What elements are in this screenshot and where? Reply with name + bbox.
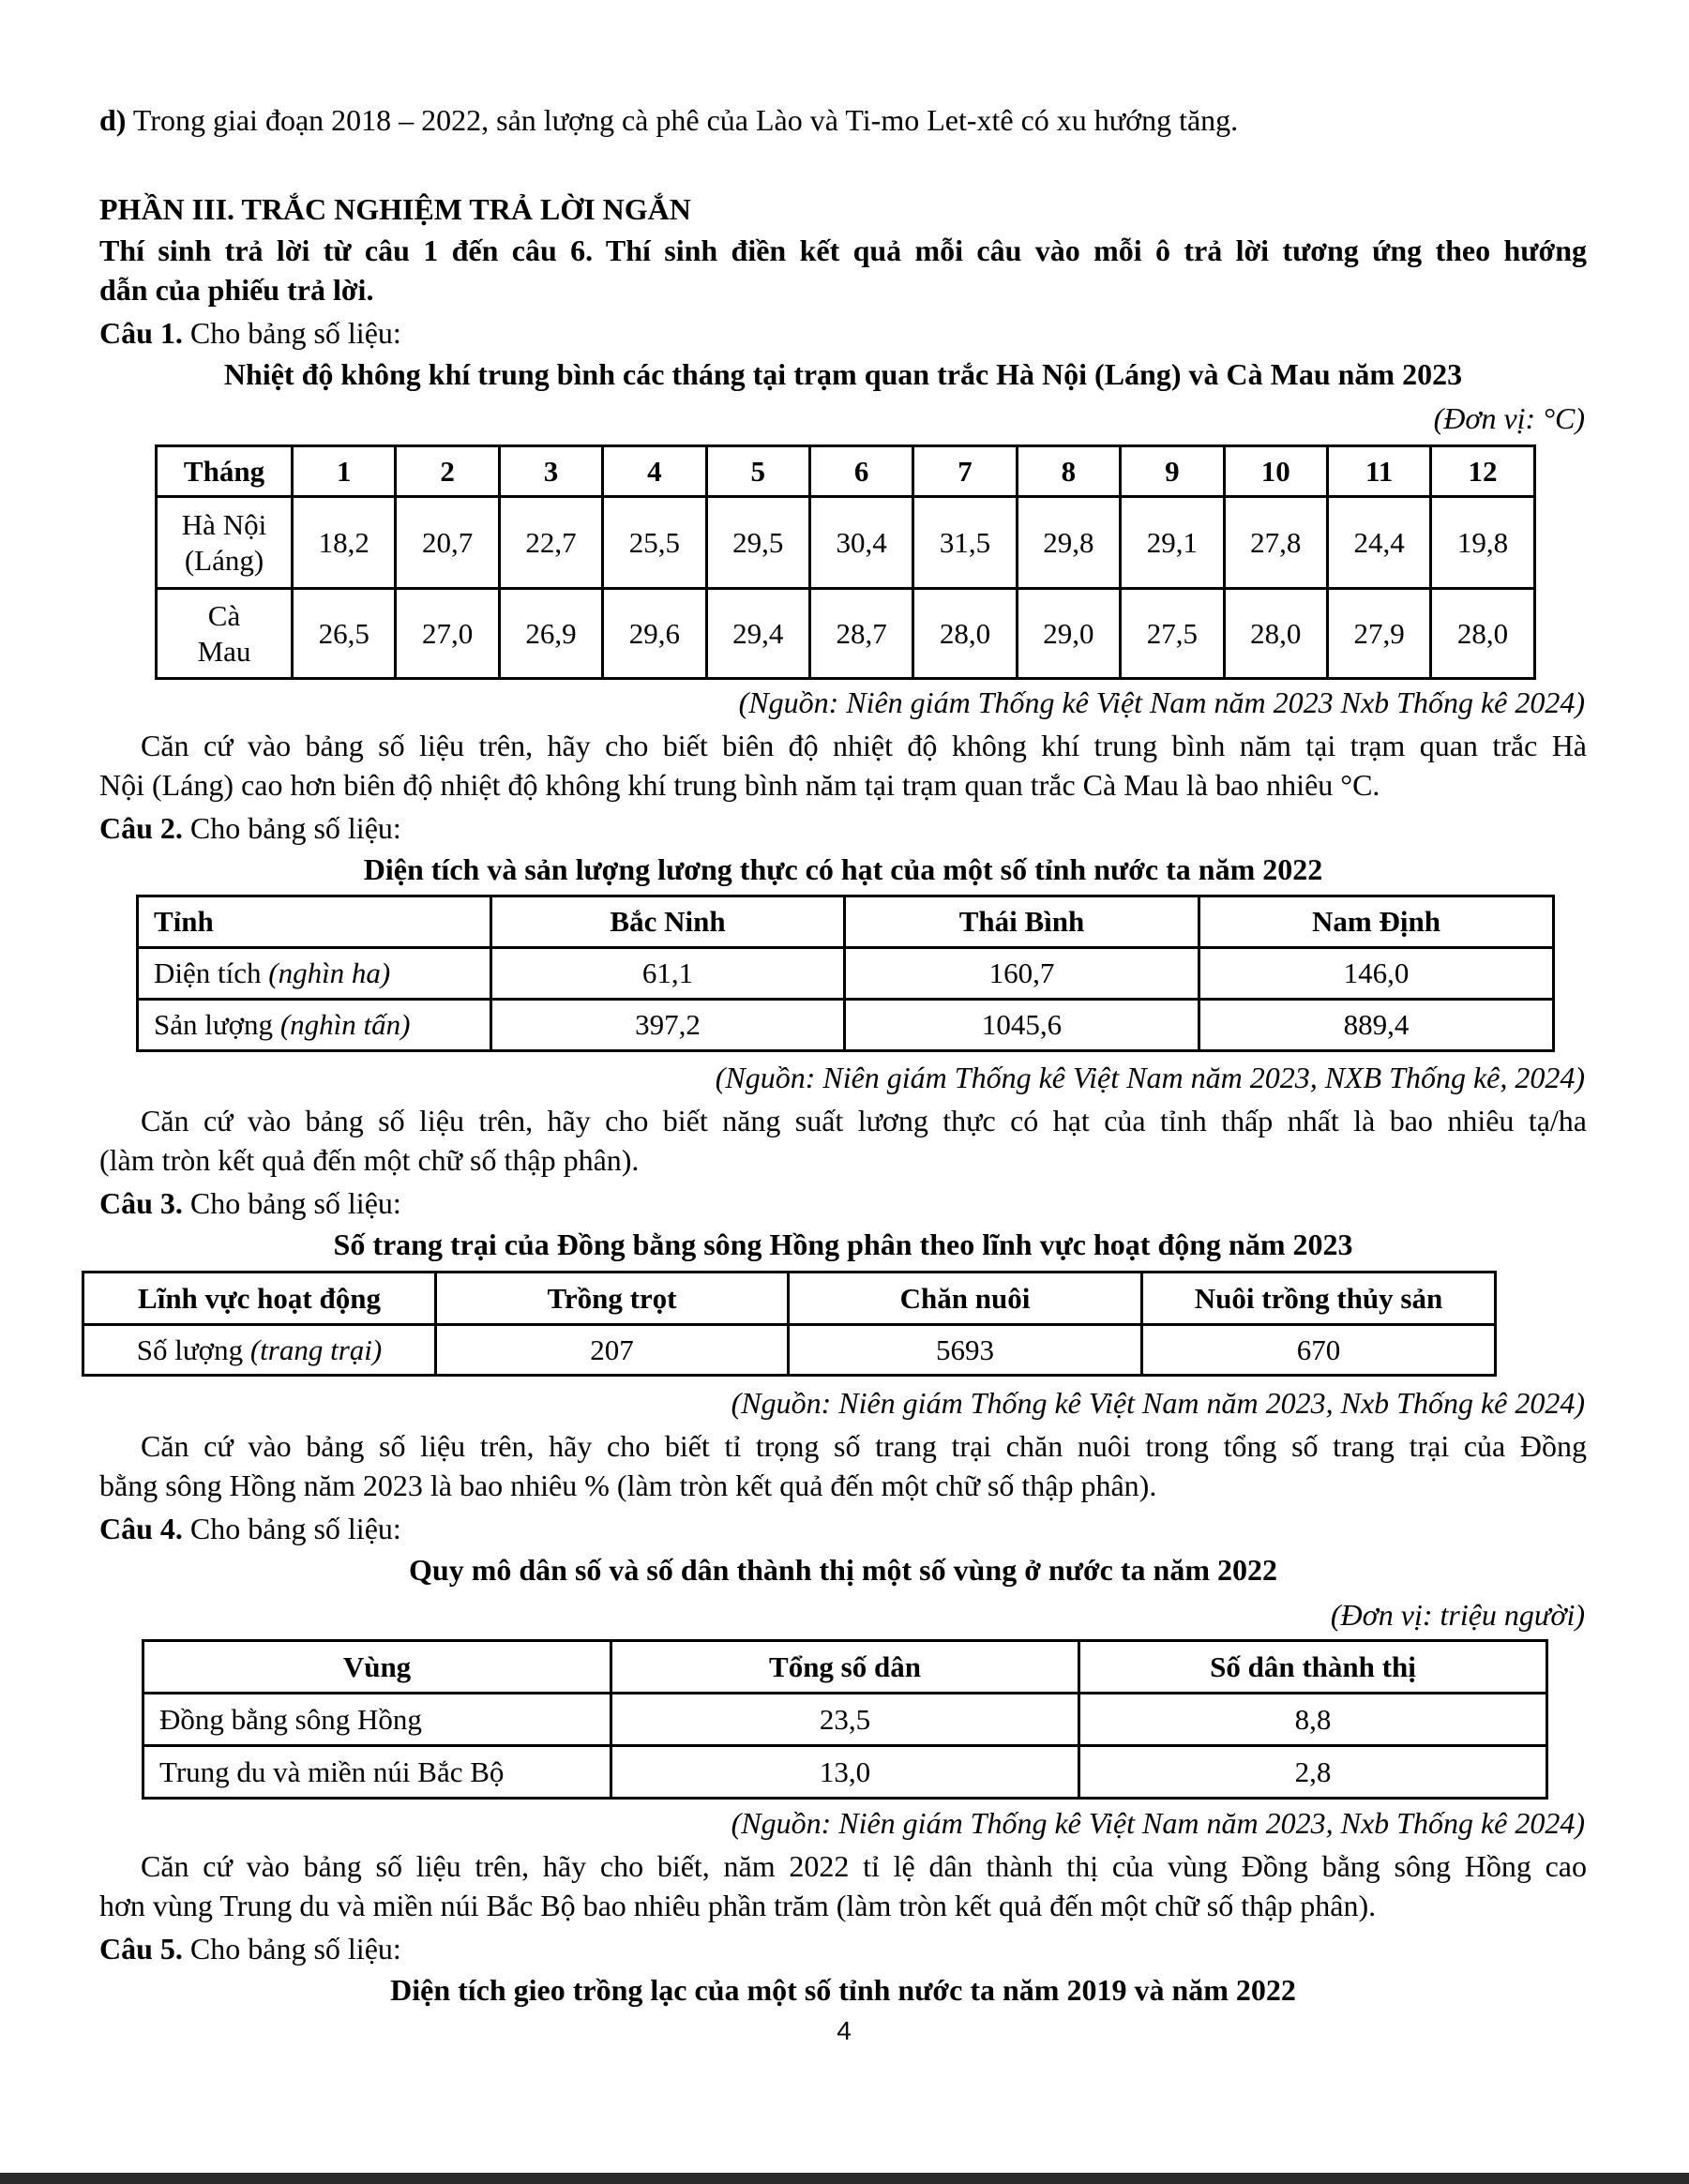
table-cell: 889,4 — [1199, 1000, 1554, 1051]
header-cell: 3 — [499, 446, 602, 497]
table-cell: 28,0 — [1224, 589, 1327, 679]
q2-question-line-1: Căn cứ vào bảng số liệu trên, hãy cho biết năng suất lương thực có hạt của tỉnh thấp nhất là bao nhiêu tạ/ha — [141, 1104, 1587, 1137]
header-cell: Bắc Ninh — [491, 896, 845, 948]
row-unit: (nghìn tấn) — [279, 1008, 411, 1041]
table-cell: 146,0 — [1199, 948, 1554, 1000]
q4-question-line-2: hơn vùng Trung du và miền núi Bắc Bộ bao nhiêu phần trăm (làm tròn kết quả đến một chữ số thập phân). — [99, 1889, 1377, 1922]
q1-unit: (Đơn vị: °C) — [1433, 401, 1585, 435]
table-header-row — [138, 896, 1554, 948]
q3-heading — [99, 1184, 401, 1222]
q2-question-line-2: (làm tròn kết quả đến một chữ số thập phân). — [99, 1143, 640, 1177]
table-cell: 5693 — [789, 1325, 1142, 1376]
q4-question-line-1: Căn cứ vào bảng số liệu trên, hãy cho biết, năm 2022 tỉ lệ dân thành thị của vùng Đồng bằng sông Hồng cao — [141, 1849, 1587, 1883]
section-instruction-line-2: dẫn của phiếu trả lời. — [99, 273, 374, 307]
header-cell: 6 — [809, 446, 912, 497]
q1-table-title: Nhiệt độ không khí trung bình các tháng tại trạm quan trắc Hà Nội (Láng) và Cà Mau năm 2023 — [223, 357, 1463, 391]
q4-prompt: Cho bảng số liệu: — [182, 1512, 401, 1545]
row-unit: (trang trại) — [249, 1333, 383, 1366]
q2-grain-table — [136, 895, 1555, 1052]
section-instruction-line-1: Thí sinh trả lời từ câu 1 đến câu 6. Thí sinh điền kết quả mỗi câu vào mỗi ô trả lời tương ứng theo hướng — [99, 233, 1587, 267]
header-cell: Số dân thành thị — [1079, 1641, 1547, 1694]
table-cell: 19,8 — [1431, 497, 1534, 589]
table-cell: 397,2 — [491, 1000, 845, 1051]
header-cell: 12 — [1431, 446, 1534, 497]
q3-source: (Nguồn: Niên giám Thống kê Việt Nam năm 2023, Nxb Thống kê 2024) — [731, 1386, 1585, 1420]
q1-temperature-table — [155, 444, 1536, 680]
table-cell: 8,8 — [1079, 1694, 1547, 1746]
table-cell: 28,7 — [809, 589, 912, 679]
header-cell: Thái Bình — [845, 896, 1199, 948]
table-cell: 27,9 — [1327, 589, 1430, 679]
table-cell: 13,0 — [611, 1746, 1079, 1799]
table-cell: 61,1 — [491, 948, 845, 1000]
q4-unit: (Đơn vị: triệu người) — [1330, 1598, 1585, 1632]
table-cell: 29,8 — [1017, 497, 1120, 589]
header-cell: Tháng — [157, 446, 293, 497]
table-row — [157, 497, 1535, 589]
table-cell: 26,9 — [499, 589, 602, 679]
table-cell: 24,4 — [1327, 497, 1430, 589]
header-cell: Tổng số dân — [611, 1641, 1079, 1694]
table-cell: 29,1 — [1121, 497, 1224, 589]
row-name-cell — [138, 948, 491, 1000]
q2-label: Câu 2. — [99, 811, 183, 845]
row-name-cell: Đồng bằng sông Hồng — [143, 1694, 611, 1746]
header-cell: 7 — [913, 446, 1017, 497]
q3-label: Câu 3. — [99, 1186, 183, 1220]
header-cell: 10 — [1224, 446, 1327, 497]
q1-heading — [99, 314, 401, 352]
header-cell: 11 — [1327, 446, 1430, 497]
header-cell: 2 — [396, 446, 499, 497]
q5-heading — [99, 1930, 401, 1967]
table-row — [143, 1694, 1547, 1746]
table-cell: 28,0 — [1431, 589, 1534, 679]
q4-population-table — [142, 1639, 1548, 1800]
statement-text: Trong giai đoạn 2018 – 2022, sản lượng cà phê của Lào và Ti-mo Let-xtê có xu hướng tăng. — [126, 103, 1239, 137]
table-header-row — [157, 446, 1535, 497]
table-row — [157, 589, 1535, 679]
table-row — [138, 1000, 1554, 1051]
row-name-cell — [157, 589, 293, 679]
table-cell: 26,5 — [293, 589, 396, 679]
q1-prompt: Cho bảng số liệu: — [182, 316, 401, 350]
q1-question-line-2: Nội (Láng) cao hơn biên độ nhiệt độ không khí trung bình năm tại trạm quan trắc Cà Mau là bao nhiêu °C. — [99, 768, 1380, 802]
header-cell: 1 — [293, 446, 396, 497]
row-name-cell — [138, 1000, 491, 1051]
page-number: 4 — [837, 2016, 852, 2045]
header-cell: Vùng — [143, 1641, 611, 1694]
q4-source: (Nguồn: Niên giám Thống kê Việt Nam năm 2023, Nxb Thống kê 2024) — [731, 1806, 1585, 1840]
table-cell: 30,4 — [809, 497, 912, 589]
page-bottom-edge — [0, 2173, 1689, 2184]
table-cell: 207 — [436, 1325, 789, 1376]
q5-label: Câu 5. — [99, 1932, 183, 1966]
table-cell: 2,8 — [1079, 1746, 1547, 1799]
q3-farm-table — [82, 1271, 1497, 1377]
row-name-line: Cà — [207, 598, 241, 632]
q3-table-title: Số trang trại của Đồng bằng sông Hồng phân theo lĩnh vực hoạt động năm 2023 — [333, 1228, 1353, 1261]
header-cell: Nam Định — [1199, 896, 1554, 948]
table-cell: 28,0 — [913, 589, 1017, 679]
q1-question-line-1: Căn cứ vào bảng số liệu trên, hãy cho biết biên độ nhiệt độ không khí trung bình năm tại trạm quan trắc Hà — [141, 729, 1587, 762]
table-header-row — [143, 1641, 1547, 1694]
q1-label: Câu 1. — [99, 316, 183, 350]
header-cell: Lĩnh vực hoạt động — [83, 1273, 436, 1325]
header-cell: Trồng trọt — [436, 1273, 789, 1325]
q3-prompt: Cho bảng số liệu: — [182, 1186, 401, 1220]
row-name: Sản lượng — [154, 1008, 280, 1041]
q2-table-title: Diện tích và sản lượng lương thực có hạt của một số tỉnh nước ta năm 2022 — [363, 852, 1323, 886]
table-row — [138, 948, 1554, 1000]
q2-prompt: Cho bảng số liệu: — [182, 811, 401, 845]
row-name-cell — [83, 1325, 436, 1376]
table-cell: 31,5 — [913, 497, 1017, 589]
header-cell: 5 — [706, 446, 809, 497]
statement-label: d) — [99, 103, 127, 137]
q5-table-title: Diện tích gieo trồng lạc của một số tỉnh nước ta năm 2019 và năm 2022 — [390, 1973, 1296, 2007]
table-cell: 29,4 — [706, 589, 809, 679]
header-cell: 9 — [1121, 446, 1224, 497]
table-row — [83, 1325, 1496, 1376]
table-cell: 27,8 — [1224, 497, 1327, 589]
row-name: Số lượng — [136, 1333, 250, 1366]
q4-table-title: Quy mô dân số và số dân thành thị một số vùng ở nước ta năm 2022 — [409, 1553, 1277, 1587]
row-name-line: Hà Nội — [181, 507, 267, 541]
table-cell: 670 — [1142, 1325, 1496, 1376]
table-cell: 23,5 — [611, 1694, 1079, 1746]
statement-d — [99, 101, 1238, 139]
table-cell: 29,5 — [706, 497, 809, 589]
table-cell: 29,6 — [603, 589, 706, 679]
table-header-row — [83, 1273, 1496, 1325]
header-cell: Chăn nuôi — [789, 1273, 1142, 1325]
q1-source: (Nguồn: Niên giám Thống kê Việt Nam năm 2023 Nxb Thống kê 2024) — [738, 685, 1585, 719]
table-cell: 25,5 — [603, 497, 706, 589]
table-cell: 27,0 — [396, 589, 499, 679]
table-cell: 18,2 — [293, 497, 396, 589]
row-name-cell — [157, 497, 293, 589]
row-name-line: Mau — [197, 634, 251, 668]
header-cell: Nuôi trồng thủy sản — [1142, 1273, 1496, 1325]
row-unit: (nghìn ha) — [268, 956, 391, 989]
q3-question-line-1: Căn cứ vào bảng số liệu trên, hãy cho biết tỉ trọng số trang trại chăn nuôi trong tổng số trang trại của Đồng — [141, 1429, 1587, 1463]
table-cell: 22,7 — [499, 497, 602, 589]
q4-label: Câu 4. — [99, 1512, 183, 1545]
table-cell: 20,7 — [396, 497, 499, 589]
header-cell: 8 — [1017, 446, 1120, 497]
q2-source: (Nguồn: Niên giám Thống kê Việt Nam năm 2023, NXB Thống kê, 2024) — [715, 1061, 1585, 1094]
section-heading: PHẦN III. TRẮC NGHIỆM TRẢ LỜI NGẮN — [99, 192, 691, 226]
row-name-cell: Trung du và miền núi Bắc Bộ — [143, 1746, 611, 1799]
header-cell: 4 — [603, 446, 706, 497]
table-cell: 1045,6 — [845, 1000, 1199, 1051]
q3-question-line-2: bằng sông Hồng năm 2023 là bao nhiêu % (làm tròn kết quả đến một chữ số thập phân). — [99, 1469, 1157, 1502]
table-cell: 27,5 — [1121, 589, 1224, 679]
q4-heading — [99, 1510, 401, 1547]
row-name-line: (Láng) — [184, 543, 264, 577]
row-name: Diện tích — [154, 956, 269, 989]
table-cell: 29,0 — [1017, 589, 1120, 679]
table-row — [143, 1746, 1547, 1799]
q5-prompt: Cho bảng số liệu: — [182, 1932, 401, 1966]
table-cell: 160,7 — [845, 948, 1199, 1000]
header-cell: Tỉnh — [138, 896, 491, 948]
q2-heading — [99, 809, 401, 847]
